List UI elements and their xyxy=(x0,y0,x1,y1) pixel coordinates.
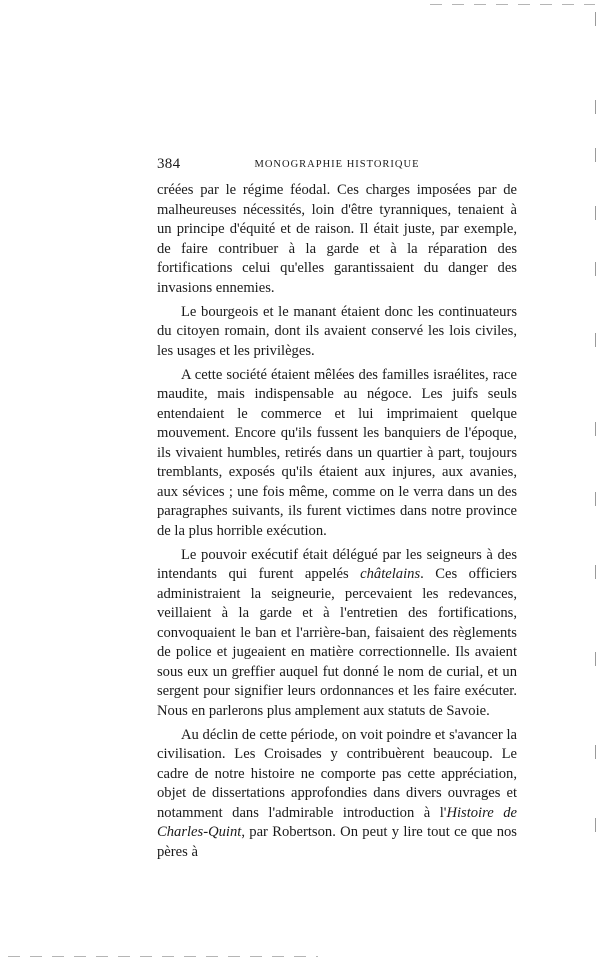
edge-scan-mark xyxy=(595,818,596,832)
bottom-scan-marks xyxy=(8,956,318,957)
paragraph-5-text-start: Au déclin de cette période, on voit poindre et s'avancer la civilisation. Les Croisades y contribuèrent beaucoup. Le cadre de notre histoire ne comporte pas cette appréciation, objet de dissertations approfondies dans divers ouvrages et notamment dans l'admirable introduction à l' xyxy=(157,726,517,821)
page-number: 384 xyxy=(157,156,181,172)
top-scan-marks xyxy=(430,4,595,5)
paragraph-5 xyxy=(157,726,517,863)
edge-scan-mark xyxy=(595,745,596,759)
edge-scan-mark xyxy=(595,100,596,114)
paragraph-4 xyxy=(157,546,517,722)
paragraph-3: A cette société étaient mêlées des familles israélites, race maudite, mais indispensable au négoce. Les juifs seuls entendaient le commerce et lui imprimaient quelque mouvement. Encore qu'ils fussent les banquiers de l'époque, ils vivaient humbles, retirés dans un quartier à part, toujours tremblants, exposés qu'ils étaient aux injures, aux avanies, aux sévices ; une fois même, comme on le verra dans un des paragraphes suivants, ils furent victimes dans notre province de la plus horrible exécution. xyxy=(157,366,517,539)
paragraph-4-text-end: . Ces officiers administraient la seigneurie, percevaient les redevances, veillaient à la garde et à l'entretien des fortifications, convoquaient le ban et l'arrière-ban, faisaient des règlements de police et jugeaient en matière correctionnelle. Ils avaient sous eux un greffier auquel fut donné le nom de curial, et un sergent pour signifier leurs ordonnances et les faire exécuter. Nous en parlerons plus amplement aux statuts de Savoie. xyxy=(157,566,517,719)
page-header xyxy=(157,156,517,176)
body-text xyxy=(157,181,517,862)
edge-scan-mark xyxy=(595,333,596,347)
edge-scan-mark xyxy=(595,492,596,506)
paragraph-2: Le bourgeois et le manant étaient donc les continuateurs du citoyen romain, dont ils avaient conservé les lois civiles, les usages et les privilèges. xyxy=(157,303,517,359)
paragraph-5-text-end: , par Robertson. On peut y lire tout ce que nos pères à xyxy=(157,824,517,860)
chatelains-term: châtelains xyxy=(360,566,421,582)
edge-scan-mark xyxy=(595,652,596,666)
edge-scan-mark xyxy=(595,262,596,276)
paragraph-1: créées par le régime féodal. Ces charges imposées par de malheureuses nécessités, loin d'être tyranniques, tenaient à un principe d'équité et de raison. Il était juste, par exemple, de faire contribuer à la garde et à la réparation des fortifications celui qu'elles garantissaient du danger des invasions ennemies. xyxy=(157,182,517,296)
paragraph-4-text-start: Le pouvoir exécutif était délégué par les seigneurs à des intendants qui furent appelés xyxy=(157,546,517,582)
edge-scan-mark xyxy=(595,422,596,436)
edge-scan-mark xyxy=(595,206,596,220)
edge-scan-mark xyxy=(595,565,596,579)
edge-scan-mark xyxy=(595,148,596,162)
running-head: MONOGRAPHIE HISTORIQUE xyxy=(254,159,420,170)
edge-scan-mark xyxy=(595,12,596,26)
book-title-reference: Histoire de Charles-Quint xyxy=(157,804,518,840)
